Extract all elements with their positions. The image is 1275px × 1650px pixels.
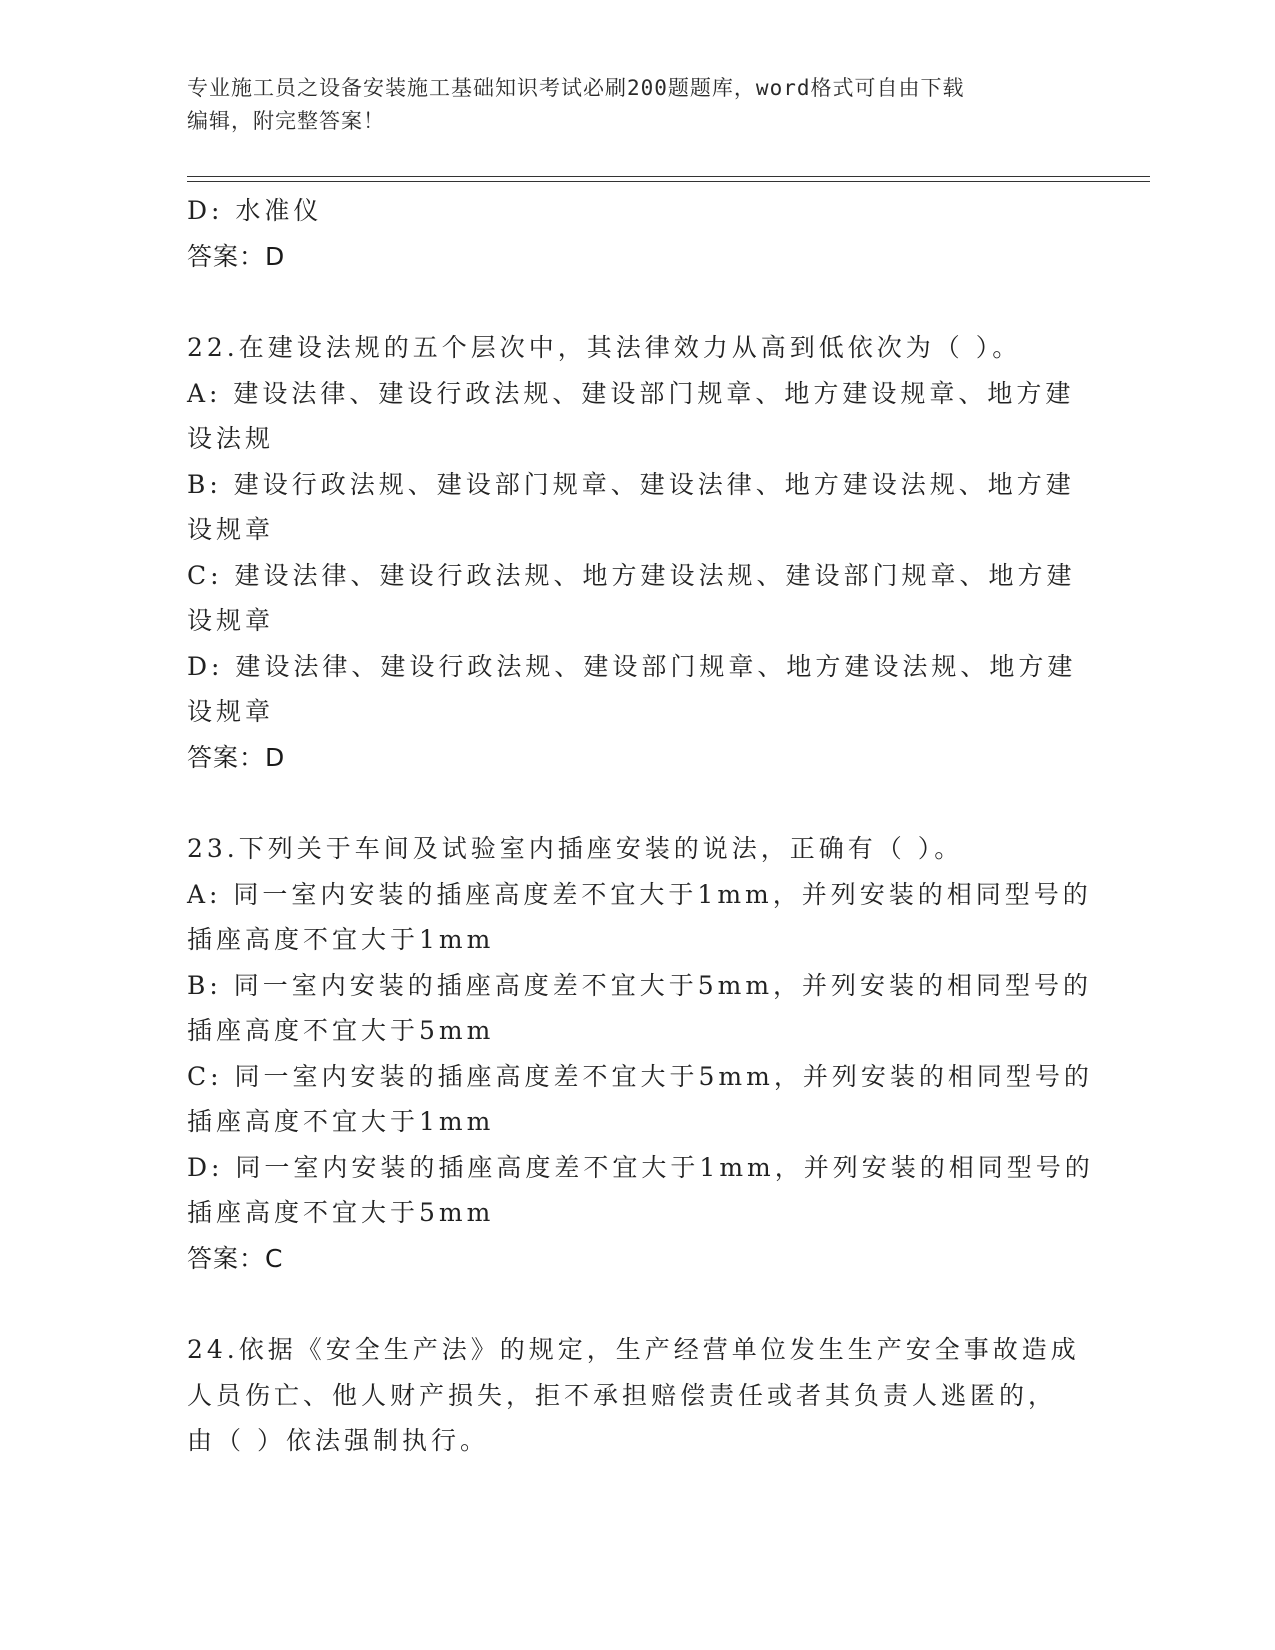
option-c: C: 建设法律、建设行政法规、地方建设法规、建设部门规章、地方建 bbox=[187, 560, 1076, 590]
question-text-continued: 人员伤亡、他人财产损失，拒不承担赔偿责任或者其负责人逃匿的， bbox=[187, 1380, 1058, 1410]
header-divider-top bbox=[187, 176, 1150, 177]
question-21 bbox=[187, 188, 1087, 279]
question-list bbox=[187, 188, 1094, 1464]
question-text: 24.依据《安全生产法》的规定，生产经营单位发生生产安全事故造成 bbox=[187, 1335, 1080, 1364]
option-d: D: 同一室内安装的插座高度差不宜大于1mm，并列安装的相同型号的 bbox=[187, 1152, 1094, 1182]
option-a: A: 同一室内安装的插座高度差不宜大于1mm，并列安装的相同型号的 bbox=[187, 879, 1092, 909]
question-22 bbox=[187, 325, 1087, 780]
option-d-continued: 设规章 bbox=[187, 697, 275, 726]
option-b-continued: 设规章 bbox=[187, 515, 275, 544]
option-c: C: 同一室内安装的插座高度差不宜大于5mm，并列安装的相同型号的 bbox=[187, 1061, 1093, 1091]
question-text: 22.在建设法规的五个层次中，其法律效力从高到低依次为（ ）。 bbox=[187, 333, 1022, 362]
option-b-continued: 插座高度不宜大于5mm bbox=[187, 1016, 495, 1045]
option-a-continued: 设法规 bbox=[187, 424, 275, 453]
header-title-line-2: 编辑，附完整答案！ bbox=[187, 109, 385, 133]
answer: 答案：C bbox=[187, 1243, 284, 1273]
spacer bbox=[187, 780, 1087, 826]
header-title-line-1: 专业施工员之设备安装施工基础知识考试必刷200题题库，word格式可自由下载 bbox=[187, 76, 965, 100]
question-text-continued: 由（ ）依法强制执行。 bbox=[187, 1426, 489, 1455]
answer: 答案：D bbox=[187, 241, 286, 271]
option-c-continued: 插座高度不宜大于1mm bbox=[187, 1107, 495, 1136]
question-24 bbox=[187, 1327, 1087, 1464]
option-c-continued: 设规章 bbox=[187, 606, 275, 635]
spacer bbox=[187, 1281, 1087, 1327]
header-divider-bottom bbox=[187, 181, 1150, 182]
spacer bbox=[187, 279, 1087, 325]
question-23 bbox=[187, 826, 1094, 1281]
question-text: 23.下列关于车间及试验室内插座安装的说法，正确有（ ）。 bbox=[187, 834, 964, 863]
option-d: D: 水准仪 bbox=[187, 196, 323, 225]
page-header bbox=[187, 72, 1067, 138]
option-a-continued: 插座高度不宜大于1mm bbox=[187, 925, 495, 954]
option-b: B: 建设行政法规、建设部门规章、建设法律、地方建设法规、地方建 bbox=[187, 469, 1075, 499]
option-d-continued: 插座高度不宜大于5mm bbox=[187, 1198, 495, 1227]
option-a: A: 建设法律、建设行政法规、建设部门规章、地方建设规章、地方建 bbox=[187, 378, 1075, 408]
option-d: D: 建设法律、建设行政法规、建设部门规章、地方建设法规、地方建 bbox=[187, 651, 1077, 681]
option-b: B: 同一室内安装的插座高度差不宜大于5mm，并列安装的相同型号的 bbox=[187, 970, 1093, 1000]
answer: 答案：D bbox=[187, 742, 286, 772]
